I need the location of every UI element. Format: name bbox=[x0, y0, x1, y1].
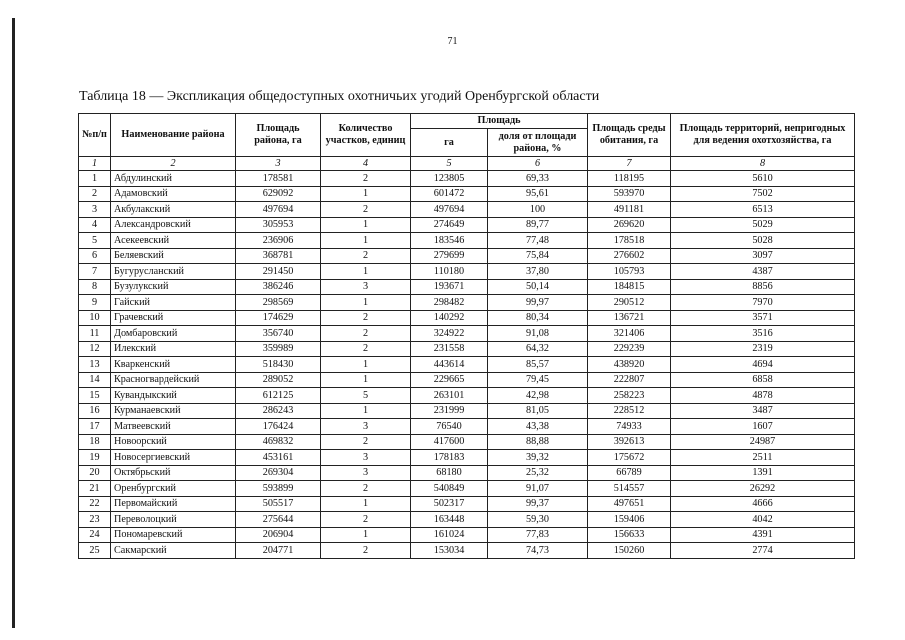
row-number-cell: 11 bbox=[79, 326, 111, 342]
unfit-area-cell: 4878 bbox=[671, 388, 855, 404]
unfit-area-cell: 4391 bbox=[671, 527, 855, 543]
habitat-area-cell: 136721 bbox=[588, 310, 671, 326]
column-number: 4 bbox=[321, 157, 411, 171]
header-area-share: доля от площади района, % bbox=[488, 129, 588, 157]
table-row bbox=[79, 326, 855, 342]
row-number-cell: 13 bbox=[79, 357, 111, 373]
district-name-cell: Акбулакский bbox=[111, 202, 236, 218]
row-number-cell: 22 bbox=[79, 496, 111, 512]
header-area-ha: га bbox=[411, 129, 488, 157]
table-row bbox=[79, 171, 855, 187]
habitat-area-cell: 258223 bbox=[588, 388, 671, 404]
district-area-cell: 204771 bbox=[236, 543, 321, 559]
district-name-cell: Кваркенский bbox=[111, 357, 236, 373]
unfit-area-cell: 24987 bbox=[671, 434, 855, 450]
habitat-area-cell: 269620 bbox=[588, 217, 671, 233]
area-share-cell: 59,30 bbox=[488, 512, 588, 528]
habitat-area-cell: 514557 bbox=[588, 481, 671, 497]
habitat-area-cell: 228512 bbox=[588, 403, 671, 419]
plots-count-cell: 1 bbox=[321, 372, 411, 388]
habitat-area-cell: 438920 bbox=[588, 357, 671, 373]
unfit-area-cell: 4694 bbox=[671, 357, 855, 373]
district-area-cell: 289052 bbox=[236, 372, 321, 388]
plots-count-cell: 1 bbox=[321, 403, 411, 419]
area-share-cell: 79,45 bbox=[488, 372, 588, 388]
unfit-area-cell: 3571 bbox=[671, 310, 855, 326]
row-number-cell: 15 bbox=[79, 388, 111, 404]
area-share-cell: 64,32 bbox=[488, 341, 588, 357]
district-name-cell: Бугурусланский bbox=[111, 264, 236, 280]
row-number-cell: 12 bbox=[79, 341, 111, 357]
plots-count-cell: 1 bbox=[321, 295, 411, 311]
unfit-area-cell: 26292 bbox=[671, 481, 855, 497]
district-area-cell: 178581 bbox=[236, 171, 321, 187]
table-row bbox=[79, 434, 855, 450]
table-row bbox=[79, 310, 855, 326]
unfit-area-cell: 5029 bbox=[671, 217, 855, 233]
column-number: 3 bbox=[236, 157, 321, 171]
district-area-cell: 275644 bbox=[236, 512, 321, 528]
district-name-cell: Асекеевский bbox=[111, 233, 236, 249]
row-number-cell: 10 bbox=[79, 310, 111, 326]
plots-count-cell: 2 bbox=[321, 248, 411, 264]
area-ha-cell: 443614 bbox=[411, 357, 488, 373]
habitat-area-cell: 66789 bbox=[588, 465, 671, 481]
unfit-area-cell: 3487 bbox=[671, 403, 855, 419]
district-name-cell: Бузулукский bbox=[111, 279, 236, 295]
plots-count-cell: 1 bbox=[321, 496, 411, 512]
table-row bbox=[79, 388, 855, 404]
district-area-cell: 356740 bbox=[236, 326, 321, 342]
area-ha-cell: 153034 bbox=[411, 543, 488, 559]
area-ha-cell: 193671 bbox=[411, 279, 488, 295]
unfit-area-cell: 6858 bbox=[671, 372, 855, 388]
district-area-cell: 174629 bbox=[236, 310, 321, 326]
habitat-area-cell: 105793 bbox=[588, 264, 671, 280]
row-number-cell: 3 bbox=[79, 202, 111, 218]
unfit-area-cell: 7970 bbox=[671, 295, 855, 311]
row-number-cell: 23 bbox=[79, 512, 111, 528]
district-name-cell: Адамовский bbox=[111, 186, 236, 202]
area-ha-cell: 417600 bbox=[411, 434, 488, 450]
column-number: 2 bbox=[111, 157, 236, 171]
unfit-area-cell: 3097 bbox=[671, 248, 855, 264]
plots-count-cell: 2 bbox=[321, 310, 411, 326]
area-share-cell: 99,97 bbox=[488, 295, 588, 311]
area-share-cell: 77,48 bbox=[488, 233, 588, 249]
table-row bbox=[79, 357, 855, 373]
table-row bbox=[79, 264, 855, 280]
unfit-area-cell: 2774 bbox=[671, 543, 855, 559]
area-share-cell: 25,32 bbox=[488, 465, 588, 481]
plots-count-cell: 1 bbox=[321, 264, 411, 280]
area-share-cell: 91,08 bbox=[488, 326, 588, 342]
habitat-area-cell: 229239 bbox=[588, 341, 671, 357]
area-share-cell: 37,80 bbox=[488, 264, 588, 280]
explication-table bbox=[78, 113, 855, 559]
unfit-area-cell: 6513 bbox=[671, 202, 855, 218]
row-number-cell: 24 bbox=[79, 527, 111, 543]
unfit-area-cell: 5610 bbox=[671, 171, 855, 187]
habitat-area-cell: 276602 bbox=[588, 248, 671, 264]
unfit-area-cell: 2319 bbox=[671, 341, 855, 357]
area-share-cell: 42,98 bbox=[488, 388, 588, 404]
area-ha-cell: 140292 bbox=[411, 310, 488, 326]
plots-count-cell: 1 bbox=[321, 527, 411, 543]
plots-count-cell: 2 bbox=[321, 202, 411, 218]
habitat-area-cell: 178518 bbox=[588, 233, 671, 249]
district-name-cell: Александровский bbox=[111, 217, 236, 233]
area-share-cell: 75,84 bbox=[488, 248, 588, 264]
district-area-cell: 291450 bbox=[236, 264, 321, 280]
district-name-cell: Илекский bbox=[111, 341, 236, 357]
area-share-cell: 80,34 bbox=[488, 310, 588, 326]
district-area-cell: 593899 bbox=[236, 481, 321, 497]
unfit-area-cell: 1391 bbox=[671, 465, 855, 481]
habitat-area-cell: 159406 bbox=[588, 512, 671, 528]
district-area-cell: 386246 bbox=[236, 279, 321, 295]
district-name-cell: Сакмарский bbox=[111, 543, 236, 559]
table-row bbox=[79, 527, 855, 543]
district-area-cell: 305953 bbox=[236, 217, 321, 233]
plots-count-cell: 1 bbox=[321, 217, 411, 233]
district-area-cell: 359989 bbox=[236, 341, 321, 357]
habitat-area-cell: 184815 bbox=[588, 279, 671, 295]
district-name-cell: Пономаревский bbox=[111, 527, 236, 543]
district-area-cell: 298569 bbox=[236, 295, 321, 311]
area-ha-cell: 76540 bbox=[411, 419, 488, 435]
row-number-cell: 6 bbox=[79, 248, 111, 264]
unfit-area-cell: 8856 bbox=[671, 279, 855, 295]
district-area-cell: 453161 bbox=[236, 450, 321, 466]
habitat-area-cell: 593970 bbox=[588, 186, 671, 202]
district-area-cell: 368781 bbox=[236, 248, 321, 264]
row-number-cell: 25 bbox=[79, 543, 111, 559]
habitat-area-cell: 222807 bbox=[588, 372, 671, 388]
row-number-cell: 19 bbox=[79, 450, 111, 466]
area-ha-cell: 110180 bbox=[411, 264, 488, 280]
habitat-area-cell: 321406 bbox=[588, 326, 671, 342]
district-name-cell: Новоорский bbox=[111, 434, 236, 450]
table-row bbox=[79, 512, 855, 528]
column-number: 7 bbox=[588, 157, 671, 171]
district-name-cell: Беляевский bbox=[111, 248, 236, 264]
habitat-area-cell: 497651 bbox=[588, 496, 671, 512]
area-share-cell: 77,83 bbox=[488, 527, 588, 543]
district-name-cell: Абдулинский bbox=[111, 171, 236, 187]
habitat-area-cell: 156633 bbox=[588, 527, 671, 543]
column-number: 5 bbox=[411, 157, 488, 171]
header-plots-count: Количество участков, единиц bbox=[321, 114, 411, 157]
area-ha-cell: 263101 bbox=[411, 388, 488, 404]
area-ha-cell: 298482 bbox=[411, 295, 488, 311]
area-ha-cell: 161024 bbox=[411, 527, 488, 543]
row-number-cell: 18 bbox=[79, 434, 111, 450]
row-number-cell: 14 bbox=[79, 372, 111, 388]
area-ha-cell: 123805 bbox=[411, 171, 488, 187]
habitat-area-cell: 392613 bbox=[588, 434, 671, 450]
plots-count-cell: 3 bbox=[321, 450, 411, 466]
district-name-cell: Октябрьский bbox=[111, 465, 236, 481]
area-ha-cell: 229665 bbox=[411, 372, 488, 388]
plots-count-cell: 3 bbox=[321, 279, 411, 295]
area-share-cell: 74,73 bbox=[488, 543, 588, 559]
district-name-cell: Переволоцкий bbox=[111, 512, 236, 528]
district-name-cell: Красногвардейский bbox=[111, 372, 236, 388]
district-area-cell: 518430 bbox=[236, 357, 321, 373]
page-edge-shadow bbox=[12, 18, 15, 628]
header-area-group: Площадь bbox=[411, 114, 588, 129]
habitat-area-cell: 118195 bbox=[588, 171, 671, 187]
area-share-cell: 99,37 bbox=[488, 496, 588, 512]
plots-count-cell: 2 bbox=[321, 341, 411, 357]
plots-count-cell: 1 bbox=[321, 186, 411, 202]
plots-count-cell: 5 bbox=[321, 388, 411, 404]
district-area-cell: 236906 bbox=[236, 233, 321, 249]
unfit-area-cell: 5028 bbox=[671, 233, 855, 249]
area-share-cell: 69,33 bbox=[488, 171, 588, 187]
area-ha-cell: 601472 bbox=[411, 186, 488, 202]
area-ha-cell: 68180 bbox=[411, 465, 488, 481]
district-area-cell: 176424 bbox=[236, 419, 321, 435]
unfit-area-cell: 7502 bbox=[671, 186, 855, 202]
district-name-cell: Кувандыкский bbox=[111, 388, 236, 404]
table-row bbox=[79, 248, 855, 264]
district-name-cell: Оренбургский bbox=[111, 481, 236, 497]
unfit-area-cell: 2511 bbox=[671, 450, 855, 466]
area-share-cell: 91,07 bbox=[488, 481, 588, 497]
table-row bbox=[79, 217, 855, 233]
table-row bbox=[79, 450, 855, 466]
area-share-cell: 95,61 bbox=[488, 186, 588, 202]
header-district-area: Площадь района, га bbox=[236, 114, 321, 157]
area-share-cell: 89,77 bbox=[488, 217, 588, 233]
table-caption: Таблица 18 — Экспликация общедоступных охотничьих угодий Оренбургской области bbox=[79, 89, 600, 104]
area-ha-cell: 279699 bbox=[411, 248, 488, 264]
area-share-cell: 85,57 bbox=[488, 357, 588, 373]
plots-count-cell: 2 bbox=[321, 326, 411, 342]
row-number-cell: 2 bbox=[79, 186, 111, 202]
row-number-cell: 9 bbox=[79, 295, 111, 311]
unfit-area-cell: 1607 bbox=[671, 419, 855, 435]
area-share-cell: 100 bbox=[488, 202, 588, 218]
plots-count-cell: 2 bbox=[321, 434, 411, 450]
area-share-cell: 50,14 bbox=[488, 279, 588, 295]
district-area-cell: 497694 bbox=[236, 202, 321, 218]
row-number-cell: 17 bbox=[79, 419, 111, 435]
district-name-cell: Матвеевский bbox=[111, 419, 236, 435]
habitat-area-cell: 491181 bbox=[588, 202, 671, 218]
unfit-area-cell: 4387 bbox=[671, 264, 855, 280]
area-ha-cell: 497694 bbox=[411, 202, 488, 218]
row-number-cell: 20 bbox=[79, 465, 111, 481]
row-number-cell: 1 bbox=[79, 171, 111, 187]
row-number-cell: 8 bbox=[79, 279, 111, 295]
district-area-cell: 206904 bbox=[236, 527, 321, 543]
district-area-cell: 269304 bbox=[236, 465, 321, 481]
district-name-cell: Грачевский bbox=[111, 310, 236, 326]
header-habitat-area: Площадь среды обитания, га bbox=[588, 114, 671, 157]
table-row bbox=[79, 403, 855, 419]
habitat-area-cell: 150260 bbox=[588, 543, 671, 559]
column-number: 1 bbox=[79, 157, 111, 171]
habitat-area-cell: 290512 bbox=[588, 295, 671, 311]
table-row bbox=[79, 341, 855, 357]
table-row bbox=[79, 372, 855, 388]
habitat-area-cell: 74933 bbox=[588, 419, 671, 435]
table-row bbox=[79, 279, 855, 295]
plots-count-cell: 3 bbox=[321, 465, 411, 481]
district-area-cell: 612125 bbox=[236, 388, 321, 404]
plots-count-cell: 1 bbox=[321, 357, 411, 373]
row-number-cell: 21 bbox=[79, 481, 111, 497]
header-unfit-area: Площадь территорий, непригодных для ведения охотхозяйства, га bbox=[671, 114, 855, 157]
plots-count-cell: 3 bbox=[321, 419, 411, 435]
column-number: 6 bbox=[488, 157, 588, 171]
area-ha-cell: 274649 bbox=[411, 217, 488, 233]
area-ha-cell: 324922 bbox=[411, 326, 488, 342]
district-name-cell: Курманаевский bbox=[111, 403, 236, 419]
table-row bbox=[79, 543, 855, 559]
plots-count-cell: 1 bbox=[321, 233, 411, 249]
unfit-area-cell: 4042 bbox=[671, 512, 855, 528]
plots-count-cell: 2 bbox=[321, 171, 411, 187]
page-number: 71 bbox=[447, 36, 458, 47]
area-ha-cell: 502317 bbox=[411, 496, 488, 512]
table-row bbox=[79, 481, 855, 497]
plots-count-cell: 2 bbox=[321, 543, 411, 559]
area-share-cell: 81,05 bbox=[488, 403, 588, 419]
district-area-cell: 629092 bbox=[236, 186, 321, 202]
unfit-area-cell: 3516 bbox=[671, 326, 855, 342]
area-share-cell: 88,88 bbox=[488, 434, 588, 450]
area-ha-cell: 178183 bbox=[411, 450, 488, 466]
area-ha-cell: 163448 bbox=[411, 512, 488, 528]
area-ha-cell: 183546 bbox=[411, 233, 488, 249]
table-row bbox=[79, 295, 855, 311]
unfit-area-cell: 4666 bbox=[671, 496, 855, 512]
table-body bbox=[79, 171, 855, 559]
district-name-cell: Первомайский bbox=[111, 496, 236, 512]
table-row bbox=[79, 202, 855, 218]
district-name-cell: Гайский bbox=[111, 295, 236, 311]
plots-count-cell: 2 bbox=[321, 512, 411, 528]
area-ha-cell: 540849 bbox=[411, 481, 488, 497]
table-row bbox=[79, 465, 855, 481]
header-district-name: Наименование района bbox=[111, 114, 236, 157]
district-area-cell: 505517 bbox=[236, 496, 321, 512]
plots-count-cell: 2 bbox=[321, 481, 411, 497]
district-name-cell: Новосергиевский bbox=[111, 450, 236, 466]
column-number-row bbox=[79, 157, 855, 171]
district-name-cell: Домбаровский bbox=[111, 326, 236, 342]
table-row bbox=[79, 419, 855, 435]
area-share-cell: 43,38 bbox=[488, 419, 588, 435]
area-ha-cell: 231558 bbox=[411, 341, 488, 357]
table-row bbox=[79, 186, 855, 202]
district-area-cell: 469832 bbox=[236, 434, 321, 450]
area-ha-cell: 231999 bbox=[411, 403, 488, 419]
column-number: 8 bbox=[671, 157, 855, 171]
row-number-cell: 16 bbox=[79, 403, 111, 419]
row-number-cell: 4 bbox=[79, 217, 111, 233]
header-no: №п/п bbox=[79, 114, 111, 157]
area-share-cell: 39,32 bbox=[488, 450, 588, 466]
row-number-cell: 7 bbox=[79, 264, 111, 280]
district-area-cell: 286243 bbox=[236, 403, 321, 419]
habitat-area-cell: 175672 bbox=[588, 450, 671, 466]
table-row bbox=[79, 496, 855, 512]
row-number-cell: 5 bbox=[79, 233, 111, 249]
table-row bbox=[79, 233, 855, 249]
